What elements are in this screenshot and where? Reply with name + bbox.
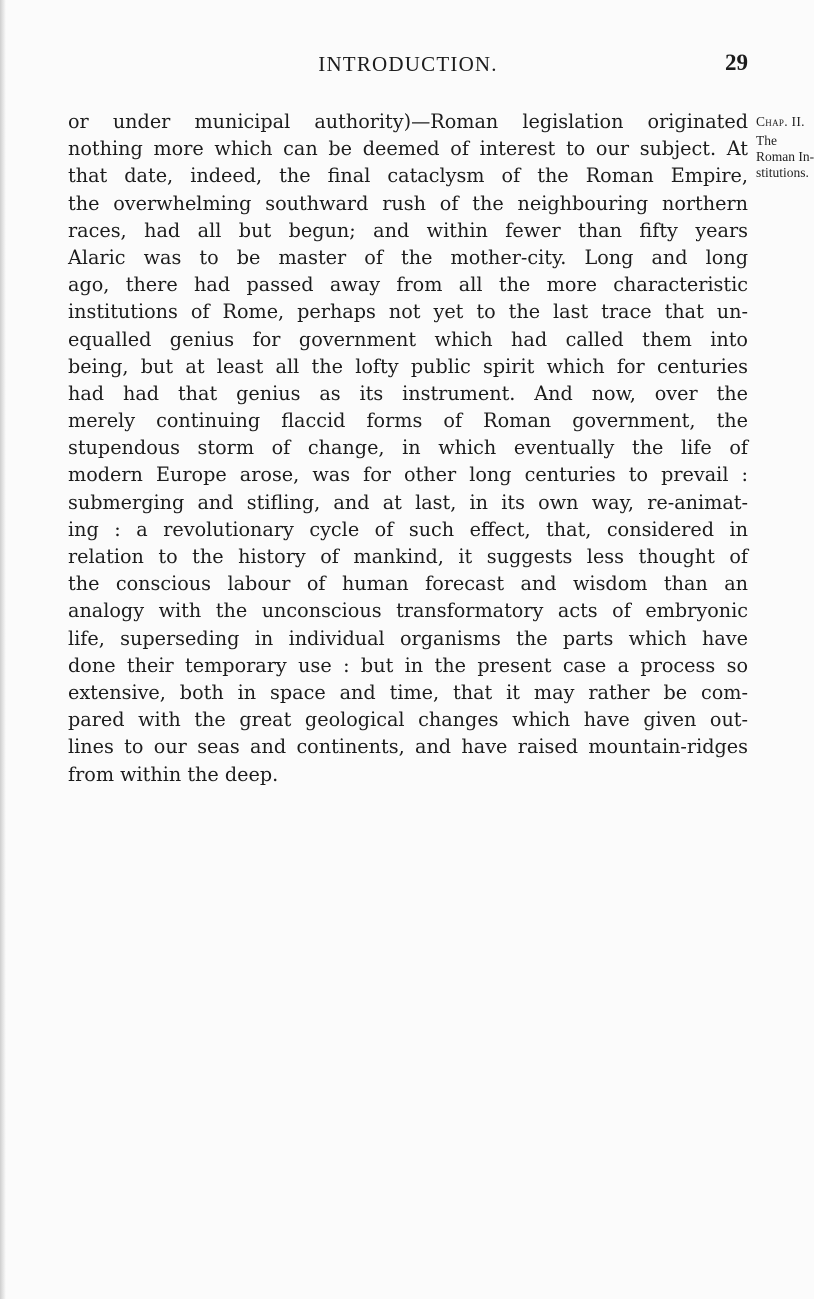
- text-line: relation to the history of mankind, it suggests less thought of: [68, 545, 748, 568]
- text-line: nothing more which can be deemed of interest to our subject. At: [68, 137, 748, 161]
- text-line: pared with the great geological changes which have given out-: [68, 708, 748, 732]
- text-line: Alaric was to be master of the mother-city. Long and long: [68, 245, 748, 269]
- text-line: extensive, both in space and time, that it may rather be com-: [68, 680, 748, 704]
- text-line: institutions of Rome, perhaps not yet to the last trace that un-: [68, 300, 748, 324]
- text-line: modern Europe arose, was for other long centuries to prevail :: [68, 463, 748, 487]
- text-line: from within the deep.: [68, 762, 279, 786]
- page-number: 29: [725, 50, 748, 75]
- text-line: lines to our seas and continents, and have raised mountain-ridges: [68, 735, 748, 759]
- page-binding-edge: [0, 0, 6, 1299]
- body-paragraph: [68, 108, 748, 788]
- text-line: done their temporary use : but in the present case a process so: [68, 653, 748, 677]
- text-line: had had that genius as its instrument. And now, over the: [68, 381, 748, 405]
- margin-note-line: The: [756, 133, 777, 148]
- text-line: the overwhelming southward rush of the neighbouring northern: [68, 191, 748, 215]
- margin-note: [756, 114, 814, 181]
- text-line: races, had all but begun; and within fewer than fifty years: [68, 218, 748, 242]
- chapter-label: Chap. II.: [756, 114, 805, 129]
- text-line: submerging and stifling, and at last, in its own way, re-animat-: [68, 490, 748, 514]
- text-line: being, but at least all the lofty public spirit which for centuries: [68, 354, 748, 378]
- margin-note-line: Roman In-: [756, 149, 814, 164]
- text-line: the conscious labour of human forecast and wisdom than an: [68, 572, 748, 596]
- text-line: merely continuing flaccid forms of Roman government, the: [68, 409, 748, 433]
- text-line: equalled genius for government which had called them into: [68, 327, 748, 351]
- page-title: INTRODUCTION.: [318, 52, 498, 76]
- margin-note-line: stitutions.: [756, 165, 809, 180]
- text-line: stupendous storm of change, in which eventually the life of: [68, 436, 748, 460]
- text-line: analogy with the unconscious transformatory acts of embryonic: [68, 599, 748, 623]
- text-line: ing : a revolutionary cycle of such effect, that, considered in: [68, 517, 748, 541]
- running-header: [68, 52, 748, 82]
- text-line: that date, indeed, the final cataclysm of the Roman Empire,: [68, 164, 748, 188]
- text-line: life, superseding in individual organisms the parts which have: [68, 626, 748, 650]
- text-line: or under municipal authority)—Roman legislation originated: [68, 110, 748, 133]
- text-line: ago, there had passed away from all the more characteristic: [68, 273, 748, 297]
